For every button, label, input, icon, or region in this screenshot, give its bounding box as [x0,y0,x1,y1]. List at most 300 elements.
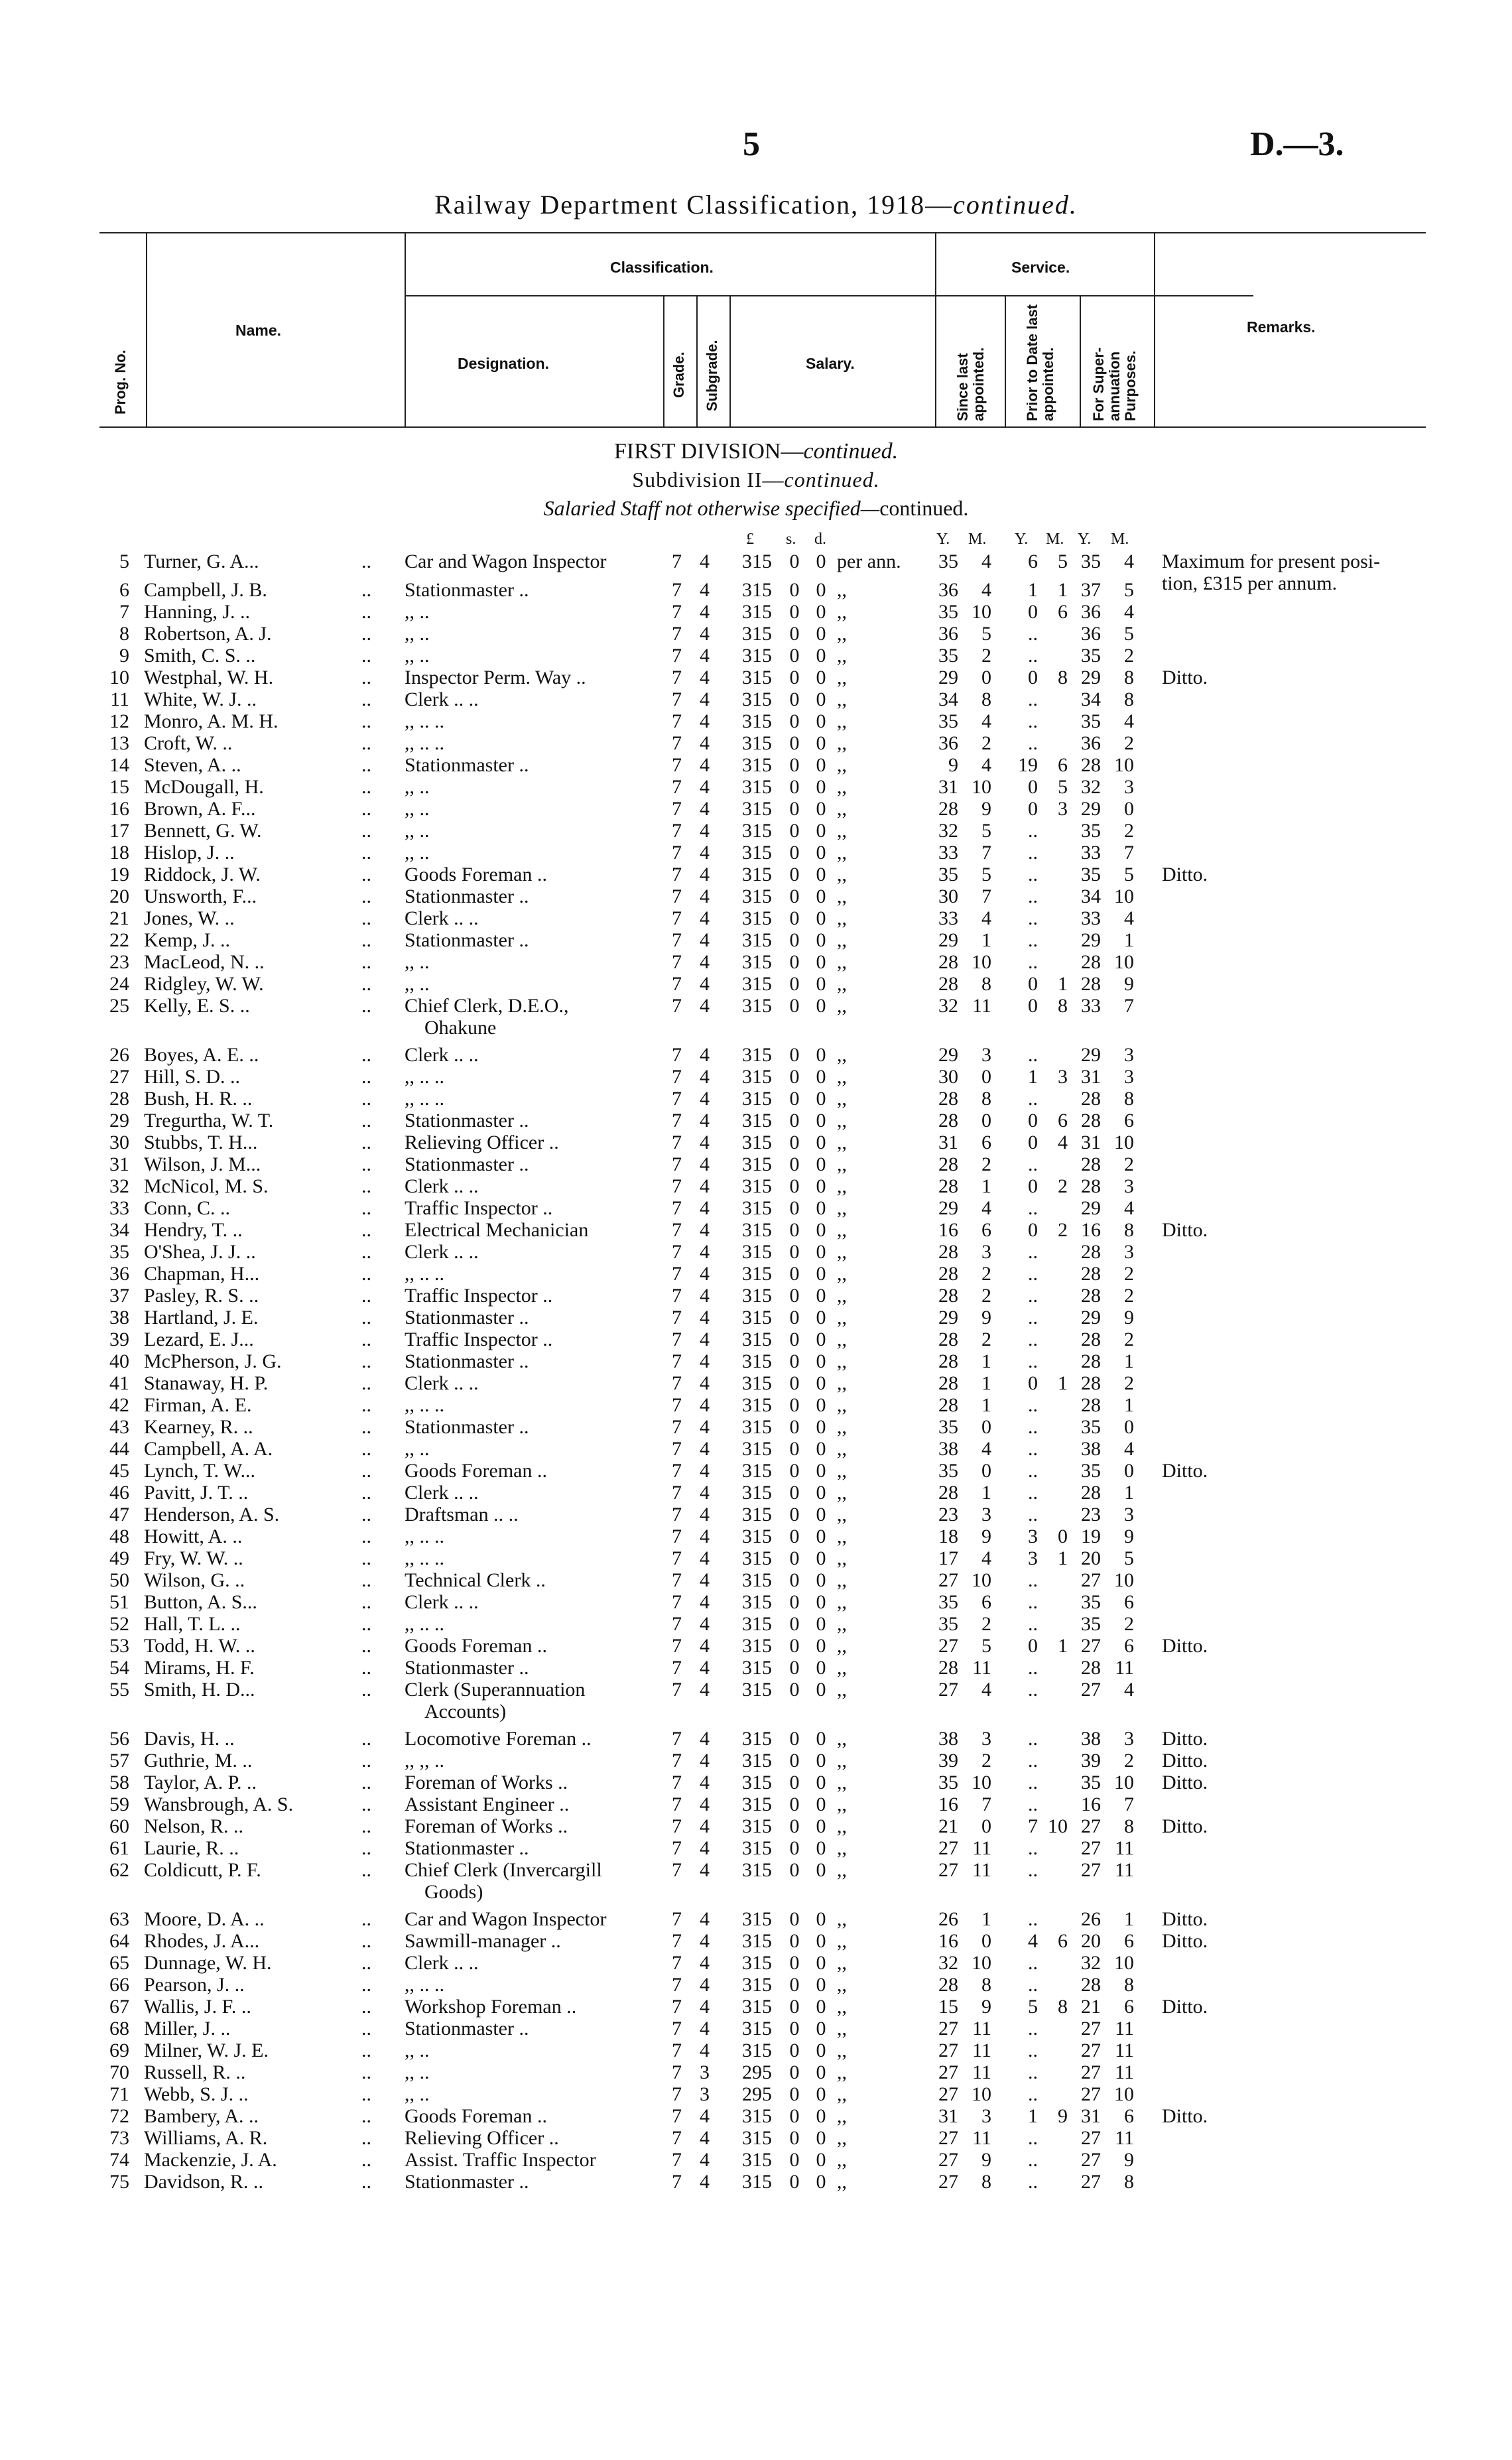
subgrade-header: Subgrade. [704,340,720,411]
grade-cell: 7 [672,1044,682,1066]
name-cell: Laurie, R. .. [144,1837,239,1859]
since-last-years-cell: 28 [938,1372,958,1394]
since-last-years-cell: 18 [938,1525,958,1547]
remarks-cell: Ditto. [1162,864,1208,885]
designation-cell [405,1175,479,1197]
super-years-cell: 28 [1081,1394,1101,1416]
document-reference: D.—3. [1250,125,1344,163]
since-last-years-cell: 31 [938,776,958,798]
remarks-cell: Ditto. [1162,1460,1208,1482]
prior-years-cell: .. [1028,1438,1038,1460]
name-cell: Kearney, R. .. [144,1416,253,1438]
salary-pence-cell: 0 [816,929,826,951]
prior-years-cell: .. [1028,1728,1038,1750]
salary-pence-cell: 0 [816,1088,826,1110]
since-last-months-cell: 1 [981,1372,991,1394]
grade-cell: 7 [672,623,682,645]
subgrade-cell: 4 [700,1241,710,1263]
table-row [0,1285,1512,1307]
salary-period-cell: ,, [837,1153,847,1175]
salary-shillings-cell: 0 [789,1930,800,1952]
grade-cell: 7 [672,1110,682,1132]
leader-dots: .. [361,973,371,995]
prior-years-cell: 4 [1028,1930,1038,1952]
name-cell: Wilson, G. .. [144,1569,245,1591]
since-last-years-cell: 35 [938,601,958,623]
table-row [0,842,1512,864]
super-months-cell: 2 [1124,645,1134,667]
grade-cell: 7 [672,776,682,798]
grade-cell: 7 [672,1438,682,1460]
salary-shillings-cell: 0 [789,1416,800,1438]
salary-period-cell: ,, [837,1635,847,1657]
salary-shillings-cell: 0 [789,2083,800,2105]
designation-cell [405,1285,552,1307]
prior-years-cell: 0 [1028,1635,1038,1657]
salary-pence-cell: 0 [816,2171,826,2193]
salary-pence-cell: 0 [816,1044,826,1066]
prior-years-cell: .. [1028,1952,1038,1974]
designation-cell [405,688,479,710]
designation-cell [405,1307,529,1328]
since-last-years-cell: 36 [938,579,958,601]
subgrade-cell: 4 [700,579,710,601]
since-last-years-cell: 32 [938,995,958,1017]
leader-dots: .. [361,1859,371,1881]
salary-shillings-cell: 0 [789,973,800,995]
prog-no-cell: 68 [109,2018,129,2039]
salary-period-cell: ,, [837,1525,847,1547]
since-last-years-cell: 28 [938,951,958,973]
super-months-cell: 8 [1124,688,1134,710]
since-last-years-cell: 27 [938,2171,958,2193]
super-months-cell: 0 [1124,1416,1134,1438]
prog-no-cell: 14 [109,754,129,776]
grade-cell: 7 [672,1974,682,1996]
prior-years-cell: .. [1028,645,1038,667]
remarks-cell: Ditto. [1162,1750,1208,1772]
subgrade-cell: 4 [700,623,710,645]
salary-shillings-cell: 0 [789,2127,800,2149]
title-main: Railway Department Classification, 1918— [434,190,954,220]
super-months-cell: 8 [1124,2171,1134,2193]
designation-cell [405,1153,529,1175]
salary-pence-cell: 0 [816,1613,826,1635]
prog-no-cell: 51 [109,1591,129,1613]
salary-pence-cell: 0 [816,550,826,572]
super-months-cell: 11 [1115,1837,1134,1859]
salary-period-cell: ,, [837,1930,847,1952]
page-number: 5 [743,125,760,163]
name-cell: Davidson, R. .. [144,2171,263,2193]
salary-shillings-cell: 0 [789,842,800,864]
leader-dots: .. [361,1285,371,1307]
division-heading: FIRST DIVISION—continued. [613,439,899,464]
grade-cell: 7 [672,1837,682,1859]
remarks-cell: Ditto. [1162,1908,1208,1930]
name-cell: Ridgley, W. W. [144,973,264,995]
super-months-cell: 1 [1124,1908,1134,1930]
prior-years-cell: .. [1028,1328,1038,1350]
salary-pounds-cell: 315 [742,1930,772,1952]
remarks-cell: Ditto. [1162,1815,1208,1837]
designation-line: Traffic Inspector .. [405,1285,553,1307]
unit-years: Y. [936,531,950,548]
since-last-years-cell: 35 [938,864,958,885]
designation-line: Stationmaster .. [405,2171,529,2193]
leader-dots: .. [361,798,371,820]
leader-dots: .. [361,1263,371,1285]
since-last-years-cell: 29 [938,929,958,951]
since-last-months-cell: 4 [981,1547,991,1569]
name-cell: Milner, W. J. E. [144,2039,269,2061]
salary-shillings-cell: 0 [789,1657,800,1679]
leader-dots: .. [361,951,371,973]
since-last-years-cell: 31 [938,1132,958,1153]
salary-pence-cell: 0 [816,864,826,885]
since-last-months-cell: 10 [972,1569,991,1591]
since-last-years-cell: 31 [938,2105,958,2127]
salary-pence-cell: 0 [816,1482,826,1504]
prior-years-cell: .. [1028,1307,1038,1328]
super-years-cell: 27 [1081,2171,1101,2193]
subgrade-cell: 4 [700,1859,710,1881]
salary-pounds-cell: 315 [742,1952,772,1974]
table-row [0,1328,1512,1350]
name-cell: Nelson, R. .. [144,1815,243,1837]
subgrade-cell: 4 [700,2171,710,2193]
since-last-months-cell: 1 [981,1482,991,1504]
salary-shillings-cell: 0 [789,1837,800,1859]
salary-pounds-cell: 315 [742,2149,772,2171]
prog-no-cell: 15 [109,776,129,798]
salary-pounds-cell: 315 [742,579,772,601]
prior-years-cell: 1 [1028,2105,1038,2127]
salary-pounds-cell: 315 [742,1460,772,1482]
subgrade-cell: 4 [700,1613,710,1635]
salary-pence-cell: 0 [816,2127,826,2149]
salary-period-cell: ,, [837,885,847,907]
designation-line: Stationmaster .. [405,1837,529,1859]
salary-pence-cell: 0 [816,1350,826,1372]
name-cell: Robertson, A. J. [144,623,272,645]
since-last-months-cell: 5 [981,820,991,842]
super-months-cell: 5 [1124,864,1134,885]
table-row [0,667,1512,688]
classification-header: Classification. [610,259,714,276]
designation-line: Clerk (Superannuation [405,1679,586,1701]
salary-pence-cell: 0 [816,710,826,732]
super-months-cell: 1 [1124,1482,1134,1504]
name-cell: Wilson, J. M... [144,1153,261,1175]
name-cell: Monro, A. M. H. [144,710,279,732]
name-cell: Smith, C. S. .. [144,645,256,667]
salary-pounds-cell: 315 [742,1591,772,1613]
name-cell: Smith, H. D... [144,1679,255,1701]
prior-years-cell: .. [1028,1772,1038,1793]
salary-pounds-cell: 315 [742,1350,772,1372]
designation-cell [405,1679,585,1722]
name-cell: Lezard, E. J... [144,1328,254,1350]
prior-years-cell: .. [1028,1350,1038,1372]
table-row [0,645,1512,667]
super-months-cell: 7 [1124,842,1134,864]
since-last-months-cell: 0 [981,1460,991,1482]
leader-dots: .. [361,1350,371,1372]
super-months-cell: 5 [1124,1547,1134,1569]
leader-dots: .. [361,1613,371,1635]
designation-cell [405,550,606,572]
super-years-cell: 27 [1081,1635,1101,1657]
super-years-cell: 28 [1081,1153,1101,1175]
table-row [0,1657,1512,1679]
prior-years-cell: 0 [1028,1372,1038,1394]
since-last-months-cell: 8 [981,1974,991,1996]
super-years-cell: 38 [1081,1728,1101,1750]
name-cell: Henderson, A. S. [144,1504,280,1525]
salary-shillings-cell: 0 [789,1952,800,1974]
designation-cell [405,1504,519,1525]
designation-cell [405,710,444,732]
name-cell: Campbell, A. A. [144,1438,273,1460]
salary-shillings-cell: 0 [789,732,800,754]
name-cell: Fry, W. W. .. [144,1547,243,1569]
salary-pence-cell: 0 [816,1219,826,1241]
salary-pounds-cell: 315 [742,842,772,864]
prog-no-cell: 36 [109,1263,129,1285]
subgrade-cell: 4 [700,1525,710,1547]
header-divider [146,232,147,428]
table-row [0,929,1512,951]
salary-pounds-cell: 315 [742,1132,772,1153]
grade-cell: 7 [672,1241,682,1263]
grade-cell: 7 [672,1657,682,1679]
grade-cell: 7 [672,1394,682,1416]
super-months-cell: 3 [1124,1504,1134,1525]
leader-dots: .. [361,2171,371,2193]
super-months-cell: 1 [1124,929,1134,951]
designation-line: ,, .. [405,951,430,973]
leader-dots: .. [361,1372,371,1394]
salary-pence-cell: 0 [816,2061,826,2083]
grade-cell: 7 [672,973,682,995]
table-row [0,907,1512,929]
super-years-cell: 35 [1081,1772,1101,1793]
salary-pence-cell: 0 [816,2105,826,2127]
grade-cell: 7 [672,1066,682,1088]
designation-line: Assist. Traffic Inspector [405,2149,596,2171]
designation-line: Clerk .. .. [405,688,479,710]
subgrade-cell: 4 [700,1175,710,1197]
super-months-cell: 8 [1124,1219,1134,1241]
leader-dots: .. [361,1241,371,1263]
prior-years-cell: .. [1028,1394,1038,1416]
designation-line: Assistant Engineer .. [405,1793,570,1815]
subgrade-cell: 4 [700,1793,710,1815]
prior-years-cell: .. [1028,688,1038,710]
grade-cell: 7 [672,929,682,951]
leader-dots: .. [361,1569,371,1591]
prior-months-cell: 1 [1058,1547,1068,1569]
designation-cell [405,885,529,907]
prior-years-cell: .. [1028,2127,1038,2149]
prior-years-cell: .. [1028,1263,1038,1285]
super-years-cell: 27 [1081,1569,1101,1591]
grade-cell: 7 [672,732,682,754]
salary-period-cell: ,, [837,1504,847,1525]
since-last-years-cell: 27 [938,2127,958,2149]
since-last-years-cell: 28 [938,798,958,820]
designation-line: ,, .. [405,601,430,623]
super-months-cell: 0 [1124,1460,1134,1482]
super-months-cell: 8 [1124,1815,1134,1837]
prior-years-cell: .. [1028,2018,1038,2039]
super-months-cell: 2 [1124,820,1134,842]
designation-line: Goods Foreman .. [405,2105,547,2127]
subgrade-cell: 3 [700,2061,710,2083]
super-years-cell: 32 [1081,776,1101,798]
salary-pence-cell: 0 [816,907,826,929]
subgrade-cell: 4 [700,1728,710,1750]
super-years-cell: 37 [1081,579,1101,601]
since-last-years-cell: 16 [938,1793,958,1815]
designation-line: Goods Foreman .. [405,864,547,885]
super-years-cell: 36 [1081,601,1101,623]
super-years-cell: 28 [1081,1328,1101,1350]
grade-cell: 7 [672,1263,682,1285]
subgrade-cell: 4 [700,550,710,572]
name-cell: Stanaway, H. P. [144,1372,269,1394]
header-divider [405,232,406,428]
designation-cell [405,1350,529,1372]
leader-dots: .. [361,1394,371,1416]
subgrade-cell: 4 [700,1394,710,1416]
salary-pounds-cell: 315 [742,1525,772,1547]
since-last-years-cell: 35 [938,710,958,732]
prior-years-cell: .. [1028,2061,1038,2083]
unit-months: M. [1111,531,1129,548]
grade-cell: 7 [672,2018,682,2039]
designation-line: Stationmaster .. [405,1110,529,1132]
designation-line: Clerk .. .. [405,1952,479,1974]
subgrade-cell: 4 [700,1328,710,1350]
subgrade-cell: 4 [700,1110,710,1132]
subgrade-cell: 4 [700,1416,710,1438]
grade-cell: 7 [672,1088,682,1110]
subgrade-cell: 4 [700,1307,710,1328]
salary-pounds-cell: 315 [742,667,772,688]
table-row [0,1750,1512,1772]
since-last-years-cell: 36 [938,623,958,645]
prog-no-cell: 8 [119,623,129,645]
grade-cell: 7 [672,579,682,601]
title-continued: continued. [953,190,1078,220]
super-months-cell: 10 [1114,1952,1134,1974]
leader-dots: .. [361,1482,371,1504]
salary-pounds-cell: 315 [742,1044,772,1066]
name-cell: Pearson, J. .. [144,1974,245,1996]
table-row [0,1525,1512,1547]
super-years-cell: 27 [1081,2039,1101,2061]
subgrade-cell: 4 [700,688,710,710]
salary-shillings-cell: 0 [789,929,800,951]
salary-shillings-cell: 0 [789,1569,800,1591]
designation-line: ,, .. .. [405,1394,444,1416]
prog-no-cell: 26 [109,1044,129,1066]
super-years-cell: 36 [1081,732,1101,754]
designation-line: ,, .. .. [405,1088,444,1110]
page-title [0,189,1512,220]
name-cell: Bennett, G. W. [144,820,262,842]
salary-period-cell: ,, [837,973,847,995]
since-last-years-cell: 27 [938,2083,958,2105]
prog-no-cell: 18 [109,842,129,864]
super-months-cell: 7 [1124,1793,1134,1815]
unit-pound: £ [746,531,754,548]
table-row [0,1307,1512,1328]
salary-shillings-cell: 0 [789,864,800,885]
prior-years-cell: .. [1028,1460,1038,1482]
salary-period-cell: ,, [837,2127,847,2149]
grade-cell: 7 [672,1569,682,1591]
super-months-cell: 8 [1124,667,1134,688]
leader-dots: .. [361,1044,371,1066]
prior-months-cell: 9 [1058,2105,1068,2127]
super-months-cell: 10 [1114,951,1134,973]
name-cell: White, W. J. .. [144,688,257,710]
since-last-years-cell: 30 [938,1066,958,1088]
prog-no-cell: 5 [119,550,129,572]
salary-period-cell: ,, [837,2018,847,2039]
name-cell: Miller, J. .. [144,2018,231,2039]
leader-dots: .. [361,1460,371,1482]
super-years-cell: 36 [1081,623,1101,645]
salary-shillings-cell: 0 [789,601,800,623]
super-years-cell: 28 [1081,1241,1101,1263]
salary-pounds-cell: 315 [742,1837,772,1859]
prog-no-cell: 41 [109,1372,129,1394]
designation-line: Draftsman .. .. [405,1504,519,1525]
salary-pounds-cell: 315 [742,1175,772,1197]
table-row [0,1044,1512,1066]
designation-line: Stationmaster .. [405,1307,529,1328]
since-last-years-cell: 30 [938,885,958,907]
designation-line: Clerk .. .. [405,907,479,929]
leader-dots: .. [361,1110,371,1132]
unit-years: Y. [1078,531,1092,548]
salary-pence-cell: 0 [816,1175,826,1197]
super-years-cell: 19 [1081,1525,1101,1547]
table-row [0,1908,1512,1930]
super-years-cell: 27 [1081,2061,1101,2083]
designation-line: Goods Foreman .. [405,1460,547,1482]
prog-no-cell: 33 [109,1197,129,1219]
super-years-cell: 21 [1081,1996,1101,2018]
table-row [0,1635,1512,1657]
subgrade-cell: 4 [700,601,710,623]
prior-months-cell: 1 [1058,1635,1068,1657]
salary-pounds-cell: 315 [742,995,772,1017]
since-last-months-cell: 7 [981,842,991,864]
header-divider [663,295,664,428]
leader-dots: .. [361,2061,371,2083]
salary-pounds-cell: 315 [742,1482,772,1504]
leader-dots: .. [361,1328,371,1350]
salary-shillings-cell: 0 [789,1110,800,1132]
salary-period-cell: ,, [837,1859,847,1881]
prog-no-cell: 61 [109,1837,129,1859]
salary-shillings-cell: 0 [789,776,800,798]
